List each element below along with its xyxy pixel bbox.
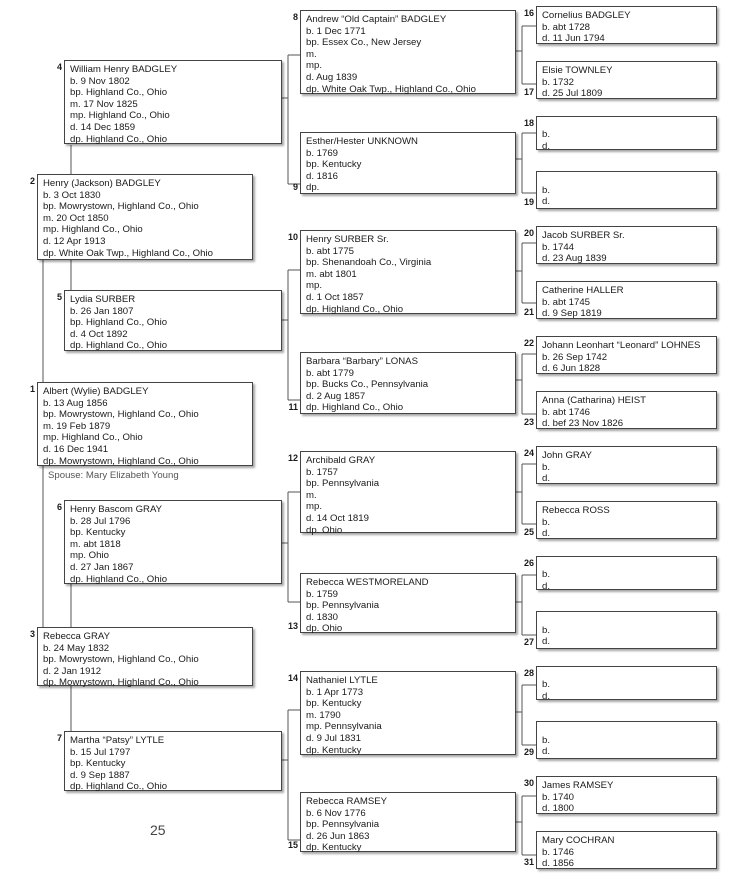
person-name: Rebecca ROSS: [542, 505, 610, 516]
person-name: Barbara “Barbary” LONAS: [306, 356, 418, 367]
person-detail: d.: [542, 690, 551, 702]
person-name: Mary COCHRAN: [542, 835, 615, 846]
person-detail: b. abt 1779: [306, 367, 355, 379]
person-box-15: [300, 792, 516, 852]
person-detail: d.: [542, 196, 551, 208]
person-detail: bp. Kentucky: [70, 758, 126, 770]
person-detail: dp. Ohio: [306, 524, 343, 536]
person-detail: bp. Highland Co., Ohio: [70, 317, 168, 329]
ahnentafel-number: 28: [523, 668, 534, 678]
ahnentafel-number: 25: [523, 527, 534, 537]
person-detail: b. 1759: [306, 588, 339, 600]
person-name: Rebecca GRAY: [43, 631, 111, 642]
spouse-note: Spouse: Mary Elizabeth Young: [48, 470, 179, 481]
person-box-4: [64, 60, 282, 144]
person-detail: b. abt 1728: [542, 21, 591, 33]
ahnentafel-number: 16: [523, 8, 534, 18]
person-name: Cornelius BADGLEY: [542, 10, 631, 21]
person-box-1: [37, 382, 253, 466]
person-detail: b.: [542, 184, 551, 196]
person-name: [542, 725, 712, 735]
person-detail: d. 1816: [306, 170, 339, 182]
ahnentafel-number: 4: [56, 62, 62, 72]
ahnentafel-number: 22: [523, 338, 534, 348]
person-detail: b. 1757: [306, 466, 339, 478]
person-box-23: [536, 391, 717, 429]
person-detail: b. 6 Nov 1776: [306, 807, 366, 819]
person-detail: dp. Kentucky: [306, 744, 362, 756]
person-detail: b.: [542, 516, 551, 528]
ahnentafel-number: 27: [523, 637, 534, 647]
person-detail: m. 20 Oct 1850: [43, 212, 109, 224]
ahnentafel-number: 9: [292, 182, 298, 192]
ahnentafel-number: 15: [287, 840, 298, 850]
person-name: Martha “Patsy” LYTLE: [70, 735, 165, 746]
person-box-30: [536, 776, 717, 814]
person-box-16: [536, 6, 717, 44]
person-detail: bp. Shenandoah Co., Virginia: [306, 257, 432, 269]
person-detail: d.: [542, 528, 551, 540]
person-detail: b.: [542, 569, 551, 580]
person-detail: d. 6 Jun 1828: [542, 363, 601, 375]
person-box-24: [536, 446, 717, 484]
person-detail: b. 13 Aug 1856: [43, 397, 108, 409]
person-detail: b.: [542, 129, 551, 140]
ahnentafel-number: 31: [523, 857, 534, 867]
person-detail: b. 3 Oct 1830: [43, 189, 101, 201]
person-detail: dp. White Oak Twp., Highland Co., Ohio: [43, 247, 213, 259]
person-detail: b.: [542, 624, 551, 636]
ahnentafel-number: 8: [292, 12, 298, 22]
person-box-21: [536, 281, 717, 319]
person-detail: b. abt 1746: [542, 406, 591, 418]
ahnentafel-number: 2: [29, 176, 35, 186]
person-detail: d. Aug 1839: [306, 71, 358, 83]
person-detail: b. 1732: [542, 76, 575, 88]
person-name: [542, 175, 712, 185]
person-detail: b. 1746: [542, 846, 575, 858]
person-detail: bp. Essex Co., New Jersey: [306, 37, 422, 49]
person-detail: mp. Highland Co., Ohio: [43, 224, 143, 236]
ahnentafel-number: 29: [523, 747, 534, 757]
person-detail: bp. Highland Co., Ohio: [70, 87, 168, 99]
person-detail: d. 27 Jan 1867: [70, 561, 134, 573]
person-box-13: [300, 573, 516, 633]
person-box-31: [536, 831, 717, 869]
person-detail: mp. Pennsylvania: [306, 721, 382, 733]
person-name: [542, 615, 712, 625]
ahnentafel-number: 13: [287, 621, 298, 631]
person-detail: d. 1800: [542, 803, 575, 815]
person-detail: d. 9 Sep 1887: [70, 769, 130, 781]
person-box-20: [536, 226, 717, 264]
person-box-3: [37, 627, 253, 689]
ahnentafel-number: 26: [523, 558, 534, 568]
person-detail: d. bef 23 Nov 1826: [542, 418, 624, 430]
person-name: Rebecca WESTMORELAND: [306, 577, 429, 588]
person-box-17: [536, 61, 717, 99]
person-box-12: [300, 451, 516, 536]
person-detail: mp.: [306, 60, 322, 72]
person-box-19: [536, 171, 717, 209]
ahnentafel-number: 12: [287, 453, 298, 463]
person-detail: d. 25 Jul 1809: [542, 88, 603, 100]
ahnentafel-number: 17: [523, 87, 534, 97]
person-detail: b. abt 1775: [306, 245, 355, 257]
person-box-8: [300, 10, 516, 94]
person-detail: bp. Mowrystown, Highland Co., Ohio: [43, 201, 199, 213]
person-box-11: [300, 352, 516, 414]
person-detail: d.: [542, 140, 551, 152]
person-detail: b. 15 Jul 1797: [70, 746, 131, 758]
person-detail: d. 2 Jan 1912: [43, 665, 102, 677]
person-detail: mp. Highland Co., Ohio: [43, 432, 143, 444]
person-detail: d. 2 Aug 1857: [306, 390, 366, 402]
person-name: Henry Bascom GRAY: [70, 504, 163, 515]
person-detail: b.: [542, 461, 551, 473]
person-detail: b. 26 Jan 1807: [70, 305, 134, 317]
person-detail: m. 17 Nov 1825: [70, 98, 138, 110]
person-detail: d. 14 Dec 1859: [70, 121, 136, 133]
person-name: Archibald GRAY: [306, 455, 376, 466]
ahnentafel-number: 1: [29, 384, 35, 394]
person-box-28: [536, 666, 717, 700]
ahnentafel-number: 19: [523, 197, 534, 207]
person-name: Andrew “Old Captain” BADGLEY: [306, 14, 447, 25]
person-detail: dp.: [306, 182, 320, 194]
person-detail: bp. Kentucky: [306, 159, 362, 171]
person-name: William Henry BADGLEY: [70, 64, 178, 75]
person-detail: m. 19 Feb 1879: [43, 420, 111, 432]
ahnentafel-number: 24: [523, 448, 534, 458]
person-detail: m.: [306, 48, 317, 60]
person-box-7: [64, 731, 282, 791]
person-detail: b. abt 1745: [542, 296, 591, 308]
person-detail: d. 11 Jun 1794: [542, 33, 605, 45]
person-detail: b.: [542, 734, 551, 746]
person-detail: dp. Highland Co., Ohio: [70, 573, 168, 585]
person-box-9: [300, 132, 516, 194]
person-detail: d. 9 Jul 1831: [306, 732, 361, 744]
person-name: John GRAY: [542, 450, 592, 461]
person-name: Catherine HALLER: [542, 285, 624, 296]
person-detail: dp. Mowrystown, Highland Co., Ohio: [43, 677, 199, 689]
ahnentafel-number: 20: [523, 228, 534, 238]
person-detail: bp. Pennsylvania: [306, 600, 380, 612]
ahnentafel-number: 6: [56, 502, 62, 512]
person-detail: d. 9 Sep 1819: [542, 308, 602, 320]
person-detail: dp. Highland Co., Ohio: [306, 303, 404, 315]
person-detail: bp. Mowrystown, Highland Co., Ohio: [43, 654, 199, 666]
person-detail: mp. Highland Co., Ohio: [70, 110, 170, 122]
person-detail: bp. Pennsylvania: [306, 819, 380, 831]
person-detail: m. abt 1801: [306, 268, 357, 280]
ahnentafel-number: 7: [56, 733, 62, 743]
person-name: Esther/Hester UNKNOWN: [306, 136, 418, 147]
person-detail: m. 1790: [306, 709, 341, 721]
person-box-5: [64, 290, 282, 351]
page-number: 25: [150, 822, 166, 838]
person-box-18: [536, 116, 717, 150]
person-box-29: [536, 721, 717, 759]
person-detail: d.: [542, 636, 551, 648]
person-box-14: [300, 671, 516, 755]
person-detail: dp. Highland Co., Ohio: [306, 402, 404, 414]
person-detail: b. 24 May 1832: [43, 642, 110, 654]
person-name: Albert (Wylie) BADGLEY: [43, 386, 149, 397]
person-box-25: [536, 501, 717, 539]
person-detail: d. 12 Apr 1913: [43, 235, 106, 247]
person-detail: d. 1830: [306, 611, 339, 623]
person-box-22: [536, 336, 717, 374]
person-detail: b. 1 Dec 1771: [306, 25, 366, 37]
person-name: Anna (Catharina) HEIST: [542, 395, 646, 406]
person-box-10: [300, 230, 516, 314]
person-box-27: [536, 611, 717, 649]
ahnentafel-number: 30: [523, 778, 534, 788]
person-detail: mp.: [306, 501, 322, 513]
person-name: Johann Leonhart “Leonard” LOHNES: [542, 340, 701, 351]
person-detail: bp. Pennsylvania: [306, 478, 380, 490]
person-detail: b. 1 Apr 1773: [306, 686, 364, 698]
person-detail: d. 1 Oct 1857: [306, 291, 364, 303]
person-detail: d.: [542, 746, 551, 758]
ahnentafel-number: 14: [287, 673, 298, 683]
person-detail: b. 1769: [306, 147, 339, 159]
person-detail: b. 1740: [542, 791, 575, 803]
person-detail: d.: [542, 473, 551, 485]
person-detail: b. 28 Jul 1796: [70, 515, 131, 527]
person-name: Henry SURBER Sr.: [306, 234, 389, 245]
person-detail: bp. Bucks Co., Pennsylvania: [306, 379, 429, 391]
person-name: Lydia SURBER: [70, 294, 136, 305]
person-detail: b. 1744: [542, 241, 575, 253]
person-detail: d. 23 Aug 1839: [542, 253, 607, 265]
person-name: Jacob SURBER Sr.: [542, 230, 625, 241]
ahnentafel-number: 11: [288, 402, 298, 412]
person-detail: dp. Mowrystown, Highland Co., Ohio: [43, 455, 199, 467]
ahnentafel-number: 3: [29, 629, 35, 639]
ahnentafel-number: 18: [523, 118, 534, 128]
person-detail: dp. White Oak Twp., Highland Co., Ohio: [306, 83, 476, 95]
person-detail: dp. Ohio: [306, 623, 343, 635]
person-detail: d. 14 Oct 1819: [306, 512, 369, 524]
person-detail: d. 4 Oct 1892: [70, 328, 128, 340]
ahnentafel-number: 23: [523, 417, 534, 427]
person-name: James RAMSEY: [542, 780, 614, 791]
person-detail: bp. Mowrystown, Highland Co., Ohio: [43, 409, 199, 421]
ahnentafel-number: 5: [56, 292, 62, 302]
person-detail: bp. Kentucky: [306, 698, 362, 710]
person-name: Nathaniel LYTLE: [306, 675, 378, 686]
person-name: Rebecca RAMSEY: [306, 796, 388, 807]
person-detail: b.: [542, 679, 551, 690]
person-detail: m. abt 1818: [70, 538, 121, 550]
person-detail: bp. Kentucky: [70, 527, 126, 539]
person-detail: b. 9 Nov 1802: [70, 75, 130, 87]
person-name: Elsie TOWNLEY: [542, 65, 613, 76]
person-box-6: [64, 500, 282, 584]
person-detail: dp. Highland Co., Ohio: [70, 133, 168, 145]
person-detail: d. 16 Dec 1941: [43, 443, 109, 455]
ahnentafel-number: 10: [287, 232, 298, 242]
person-detail: dp. Highland Co., Ohio: [70, 340, 168, 352]
person-box-2: [37, 174, 253, 260]
person-detail: d. 26 Jun 1863: [306, 830, 370, 842]
person-detail: dp. Highland Co., Ohio: [70, 781, 168, 793]
person-detail: b. 26 Sep 1742: [542, 351, 608, 363]
person-box-26: [536, 556, 717, 590]
person-detail: mp.: [306, 280, 322, 292]
person-detail: d. 1856: [542, 858, 575, 870]
person-detail: d.: [542, 580, 551, 592]
ahnentafel-number: 21: [523, 307, 534, 317]
person-detail: mp. Ohio: [70, 550, 109, 562]
person-detail: m.: [306, 489, 317, 501]
person-name: Henry (Jackson) BADGLEY: [43, 178, 161, 189]
person-detail: dp. Kentucky: [306, 842, 362, 854]
